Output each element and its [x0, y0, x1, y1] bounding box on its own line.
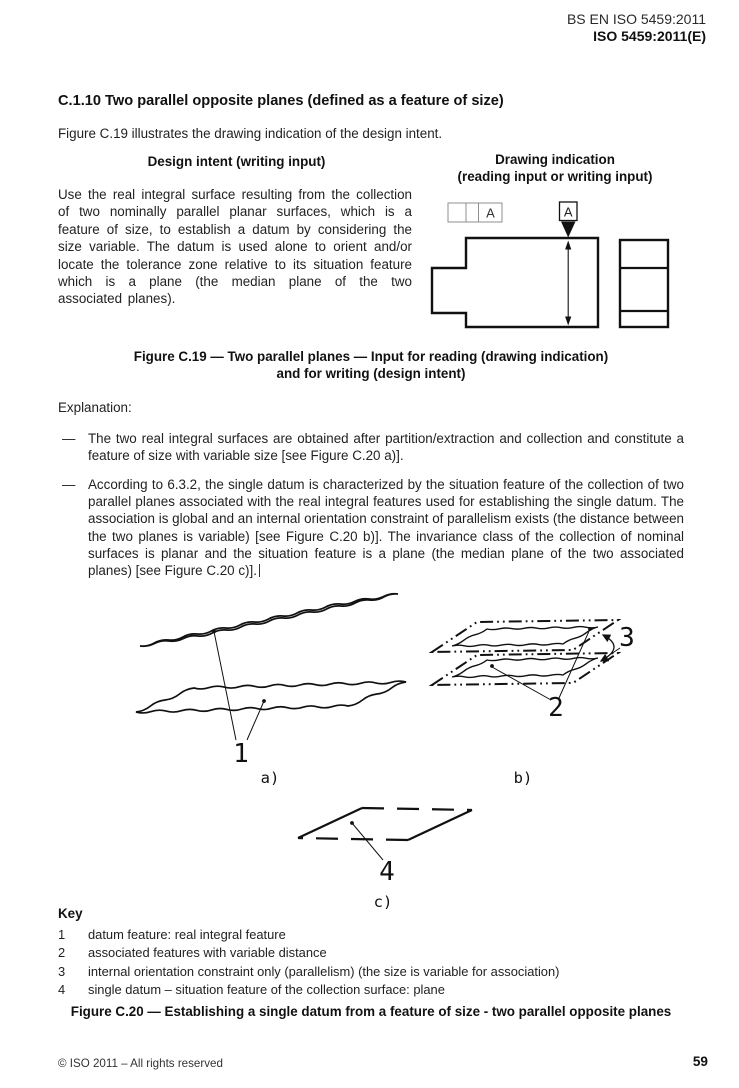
figure-c20a — [136, 594, 406, 787]
key-item-number: 3 — [58, 963, 66, 979]
label-4: 4 — [379, 857, 395, 887]
key-item-text: single datum – situation feature of the collection surface: plane — [88, 981, 445, 997]
figure-c19-drawing — [432, 202, 668, 327]
leader-line — [352, 823, 383, 860]
key-item — [58, 963, 678, 981]
key-heading: Key — [58, 906, 83, 921]
design-intent-body: Use the real integral surface resulting from the collection of two nominally parallel planar surfaces, which is a feature of size, to establish a datum by considering the size variable. The datum is used alone to orient and/or locate the tolerance zone relative to its situation feature which is a plane (the median plane of the two associated planes). — [58, 187, 412, 307]
plane-b-top-outer — [432, 620, 618, 652]
tolerance-frame-datum-letter: A — [486, 205, 495, 221]
dimension-line — [565, 241, 571, 326]
plane-a-top — [140, 594, 398, 646]
label-1: 1 — [233, 739, 249, 769]
bullet-dash: — — [62, 431, 76, 446]
tolerance-frame-icon — [448, 203, 502, 222]
figure-c20b — [432, 620, 635, 787]
datum-letter: A — [563, 204, 573, 220]
footer-page-number: 59 — [692, 1054, 708, 1069]
design-intent-title: Design intent (writing input) — [147, 154, 326, 169]
part-side-view — [620, 240, 668, 327]
subfigure-a-label: a) — [260, 769, 280, 787]
plane-c-edge-dashed — [298, 838, 408, 840]
part-front-view — [432, 238, 598, 327]
drawing-indication-title-line1: Drawing indication — [495, 152, 615, 167]
subfigure-c-label: c) — [373, 893, 393, 911]
figure-c19-caption-line2: and for writing (design intent) — [276, 366, 466, 381]
plane-c-edge-dashed — [362, 808, 472, 810]
key-item-number: 2 — [58, 945, 66, 961]
key-list — [58, 926, 678, 999]
drawing-indication-title-line2: (reading input or writing input) — [457, 168, 653, 184]
key-item — [58, 926, 678, 944]
datum-indicator-icon — [560, 202, 578, 238]
plane-b-bottom-outer — [432, 653, 618, 685]
key-item-number: 4 — [58, 981, 66, 997]
section-heading: C.1.10 Two parallel opposite planes (defined as a feature of size) — [58, 93, 504, 109]
key-item — [58, 944, 678, 962]
explanation-label: Explanation: — [58, 400, 132, 415]
plane-c-edge — [408, 810, 472, 840]
plane-b-top-inner — [452, 627, 598, 647]
key-item-text: datum feature: real integral feature — [88, 927, 286, 942]
intro-paragraph: Figure C.19 illustrates the drawing indication of the design intent. — [58, 126, 443, 141]
standard-ref-iso: ISO 5459:2011(E) — [593, 27, 706, 44]
footer-copyright: © ISO 2011 – All rights reserved — [58, 1057, 223, 1070]
figure-c20c — [298, 808, 472, 911]
key-item — [58, 981, 678, 999]
key-item-number: 1 — [58, 927, 66, 942]
bullet-dash: — — [62, 477, 76, 492]
explanation-bullet-2-text: According to 6.3.2, the single datum is characterized by the situation feature of the collection of two parallel planes associated with the real integral features used for establishing the single datum. The association is global and an internal orientation constraint of parallelism exists (the distance between the two planes is variable) [see Figure C.20 b)]. The invariance class of the collection of nominal surfaces is planar and the situation feature is a plane (the median plane of the two associated planes) [see Figure C.20 c)]. — [88, 477, 684, 579]
figure-c20-caption: Figure C.20 — Establishing a single datum from a feature of size - two parallel opposite planes — [70, 1004, 672, 1019]
datum-triangle-icon — [561, 222, 576, 238]
key-item-text: associated features with variable distance — [88, 945, 327, 961]
plane-a-bottom — [136, 681, 406, 713]
standard-ref-bs: BS EN ISO 5459:2011 — [566, 11, 706, 27]
figure-c19-caption-line1: Figure C.19 — Two parallel planes — Input for reading (drawing indication) — [133, 349, 609, 364]
key-item-text: internal orientation constraint only (parallelism) (the size is variable for association) — [88, 963, 560, 979]
leader-line — [559, 629, 590, 698]
label-2: 2 — [548, 693, 564, 723]
explanation-bullet-1-text: The two real integral surfaces are obtained after partition/extraction and collection and constitute a feature of size with variable size [see Figure C.20 a)]. — [88, 431, 684, 464]
label-3: 3 — [619, 623, 635, 653]
subfigure-b-label: b) — [513, 769, 533, 787]
